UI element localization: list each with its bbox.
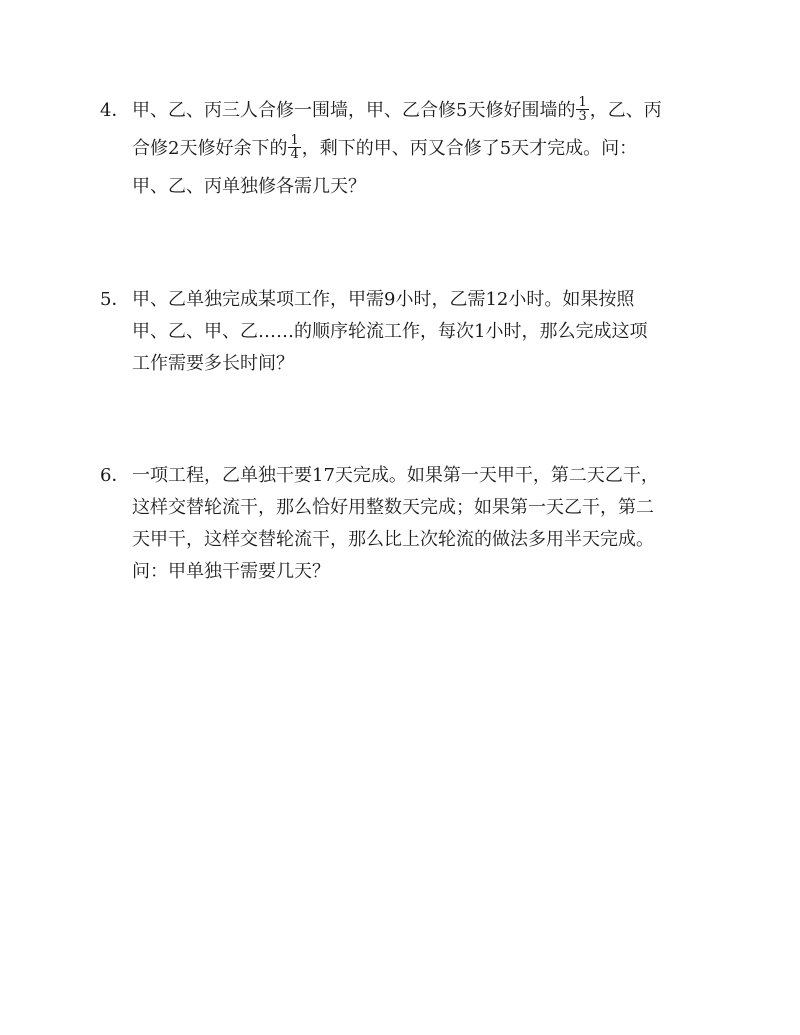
problem-text: 问：甲单独干需要几天？ bbox=[132, 561, 330, 582]
fraction-numerator: 1 bbox=[290, 132, 299, 148]
problem-text: 甲、乙、丙三人合修一围墙，甲、乙合修5天修好围墙的 bbox=[132, 100, 576, 121]
problem-4-line-2 bbox=[132, 134, 637, 164]
problem-text: ，乙、丙 bbox=[589, 100, 662, 121]
problem-number: 4． bbox=[100, 100, 130, 121]
problem-number: 6． bbox=[100, 465, 130, 486]
problem-text: ，剩下的甲、丙又合修了5天才完成。问： bbox=[301, 138, 638, 159]
problem-text: 甲、乙、甲、乙……的顺序轮流工作，每次1小时，那么完成这项 bbox=[132, 321, 648, 342]
problem-text: 一项工程，乙单独干要17天完成。如果第一天甲干，第二天乙干， bbox=[132, 465, 659, 486]
problem-4-line-1 bbox=[100, 96, 662, 126]
fraction bbox=[288, 134, 300, 161]
problem-6-line-2 bbox=[132, 493, 654, 523]
problem-5-line-1 bbox=[100, 285, 634, 315]
problem-5-line-2 bbox=[132, 317, 647, 347]
problem-6-line-4 bbox=[132, 557, 330, 587]
problem-5-line-3 bbox=[132, 349, 294, 379]
problem-text: 工作需要多长时间？ bbox=[132, 353, 294, 374]
problem-6-line-3 bbox=[132, 525, 654, 555]
problem-text: 天甲干，这样交替轮流干，那么比上次轮流的做法多用半天完成。 bbox=[132, 529, 654, 550]
fraction bbox=[576, 96, 588, 123]
problem-text: 甲、乙单独完成某项工作，甲需9小时，乙需12小时。如果按照 bbox=[132, 289, 635, 310]
fraction-numerator: 1 bbox=[578, 94, 587, 110]
problem-text: 合修2天修好余下的 bbox=[132, 138, 288, 159]
problem-number: 5． bbox=[100, 289, 130, 310]
fraction-denominator: 4 bbox=[290, 146, 299, 162]
problem-4-line-3 bbox=[132, 172, 366, 202]
fraction-denominator: 3 bbox=[578, 108, 587, 124]
problem-text: 这样交替轮流干，那么恰好用整数天完成；如果第一天乙干，第二 bbox=[132, 497, 654, 518]
problem-text: 甲、乙、丙单独修各需几天？ bbox=[132, 176, 366, 197]
problem-6-line-1 bbox=[100, 461, 659, 491]
